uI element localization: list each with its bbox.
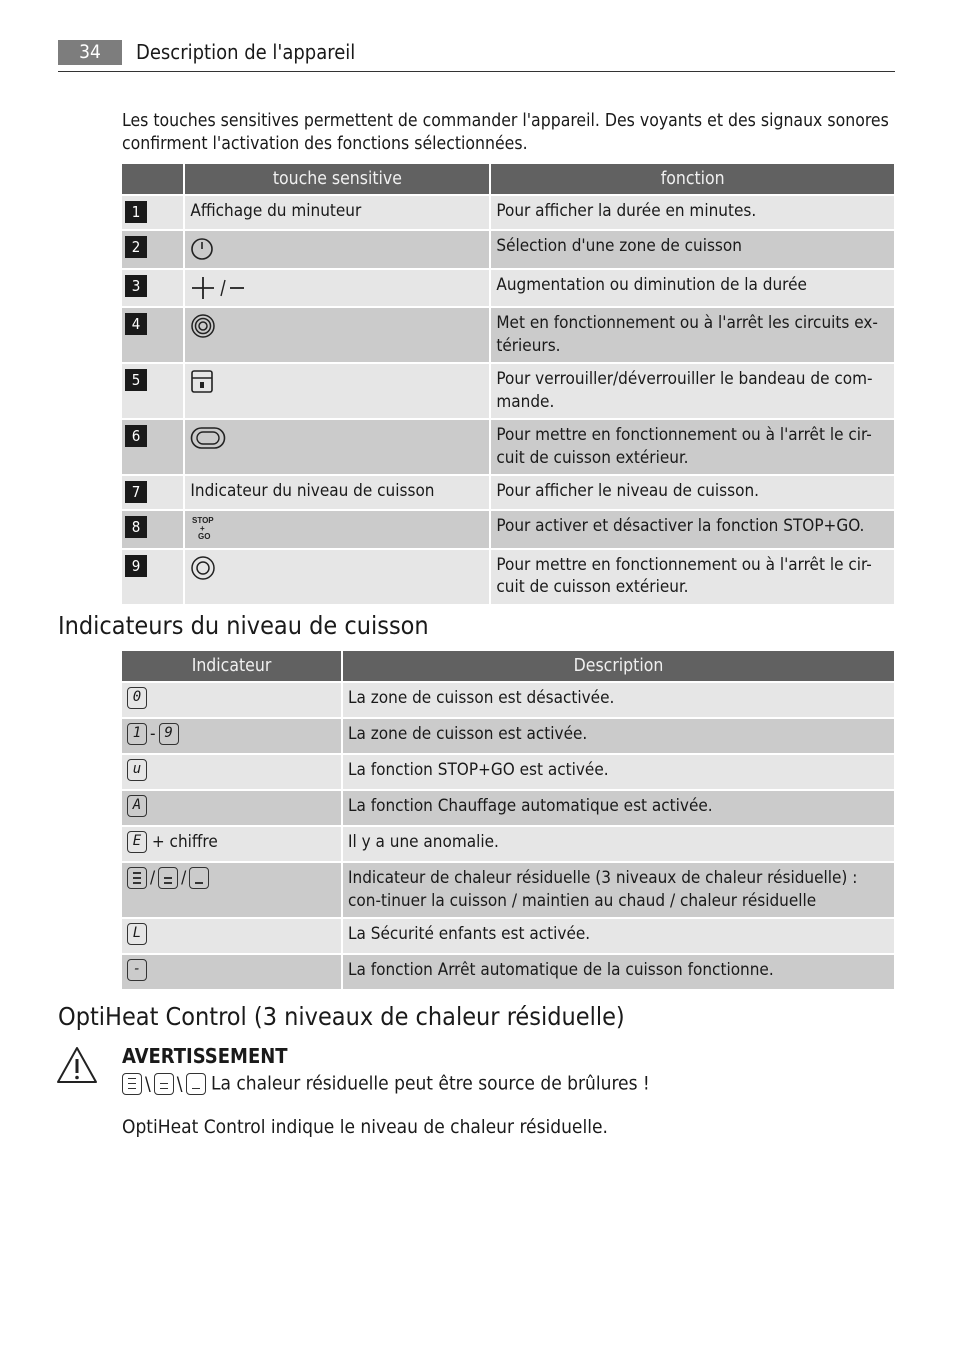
table-row [122,683,894,717]
function-text: Pour mettre en fonctionnement ou à l'arrêt le cir-cuit de cuisson extérieur. [491,550,894,604]
residual-heat-2-icon [158,867,178,889]
digit-l-icon: L [127,923,147,945]
table-row [122,919,894,953]
table-row [122,827,894,861]
row-number: 2 [125,236,147,258]
plus-digit-label: + chiffre [151,832,218,852]
function-text: Pour afficher la durée en minutes. [491,196,894,229]
warning-text: La chaleur résiduelle peut être source de brûlures ! [210,1072,650,1095]
row-number: 5 [125,369,147,391]
digit-zero-icon: 0 [127,687,147,709]
slash-separator: / [150,868,156,888]
function-text: Pour activer et désactiver la fonction STOP+GO. [491,511,894,548]
svg-text:GO: GO [198,532,211,541]
sensor-label: Affichage du minuteur [185,196,489,229]
page-header [58,40,895,72]
table-row [122,270,894,307]
residual-heat-2-icon [154,1073,174,1095]
description-text: La zone de cuisson est désactivée. [343,683,894,717]
function-text: Met en fonctionnement ou à l'arrêt les circuits ex-térieurs. [491,308,894,362]
header-function: fonction [491,164,894,194]
row-number: 1 [125,201,147,223]
table-row [122,231,894,268]
function-text: Sélection d'une zone de cuisson [491,231,894,268]
range-separator: - [150,724,156,744]
sensor-label: Indicateur du niveau de cuisson [185,476,489,509]
plus-minus-icon [190,276,246,300]
stop-go-icon [190,515,220,541]
intro-paragraph: Les touches sensitives permettent de commander l'appareil. Des voyants et des signaux sonores confirment l'activation des fonctions sélectionnées. [122,111,889,154]
digit-u-icon: u [127,759,147,781]
row-number: 4 [125,313,147,335]
digit-e-icon: E [127,831,147,853]
description-text: Il y a une anomalie. [343,827,894,861]
residual-heat-3-icon [122,1073,142,1095]
table-row [122,476,894,509]
table-row [122,955,894,989]
description-text: La fonction STOP+GO est activée. [343,755,894,789]
touch-control-table [120,162,896,606]
row-number: 9 [125,555,147,577]
header-empty [122,164,183,194]
backslash-separator: \ [176,1072,183,1095]
residual-heat-3-icon [127,867,147,889]
row-number: 3 [125,275,147,297]
table-row [122,196,894,229]
svg-text:+: + [200,524,206,533]
residual-heat-1-icon [186,1073,206,1095]
page-number: 34 [58,40,122,65]
function-text: Pour mettre en fonctionnement ou à l'arrêt le cir-cuit de cuisson extérieur. [491,420,894,474]
table-row [122,719,894,753]
table-row [122,511,894,548]
table-row [122,550,894,604]
oval-zone-icon [190,426,226,450]
table-row [122,364,894,418]
table-row [122,863,894,917]
header-description: Description [343,651,894,681]
function-text: Pour afficher le niveau de cuisson. [491,476,894,509]
warning-icon [56,1046,98,1084]
section-title: Description de l'appareil [136,40,356,64]
indicator-table [120,649,896,991]
section-heading-optiheat: OptiHeat Control (3 niveaux de chaleur résiduelle) [58,1002,625,1031]
function-text: Pour verrouiller/déverrouiller le bandeau de com-mande. [491,364,894,418]
slash-separator: / [181,868,187,888]
lock-icon [190,369,214,395]
table-row [122,420,894,474]
table-row [122,791,894,825]
residual-heat-1-icon [189,867,209,889]
row-number: 7 [125,481,147,503]
digit-nine-icon: 9 [159,723,179,745]
row-number: 6 [125,425,147,447]
header-indicator: Indicateur [122,651,341,681]
digit-one-icon: 1 [127,723,147,745]
svg-text:STOP: STOP [192,516,215,525]
warning-title: AVERTISSEMENT [122,1044,288,1068]
clock-icon [190,237,214,261]
double-circle-icon [190,555,216,581]
header-sensor: touche sensitive [185,164,489,194]
row-number: 8 [125,516,147,538]
description-text: La zone de cuisson est activée. [343,719,894,753]
warning-line [122,1071,650,1096]
digit-a-icon: A [127,795,147,817]
description-text: La Sécurité enfants est activée. [343,919,894,953]
function-text: Augmentation ou diminution de la durée [491,270,894,307]
description-text: Indicateur de chaleur résiduelle (3 niveaux de chaleur résiduelle) : con-tinuer la cuisson / maintien au chaud / chaleur résiduelle [343,863,894,917]
digit-dash-icon: - [127,959,147,981]
table-row [122,755,894,789]
description-text: La fonction Arrêt automatique de la cuisson fonctionne. [343,955,894,989]
backslash-separator: \ [145,1072,151,1095]
section-heading-indicators: Indicateurs du niveau de cuisson [58,611,429,640]
description-text: La fonction Chauffage automatique est activée. [343,791,894,825]
optiheat-paragraph: OptiHeat Control indique le niveau de chaleur résiduelle. [122,1116,608,1138]
triple-circle-icon [190,313,216,339]
table-row [122,308,894,362]
